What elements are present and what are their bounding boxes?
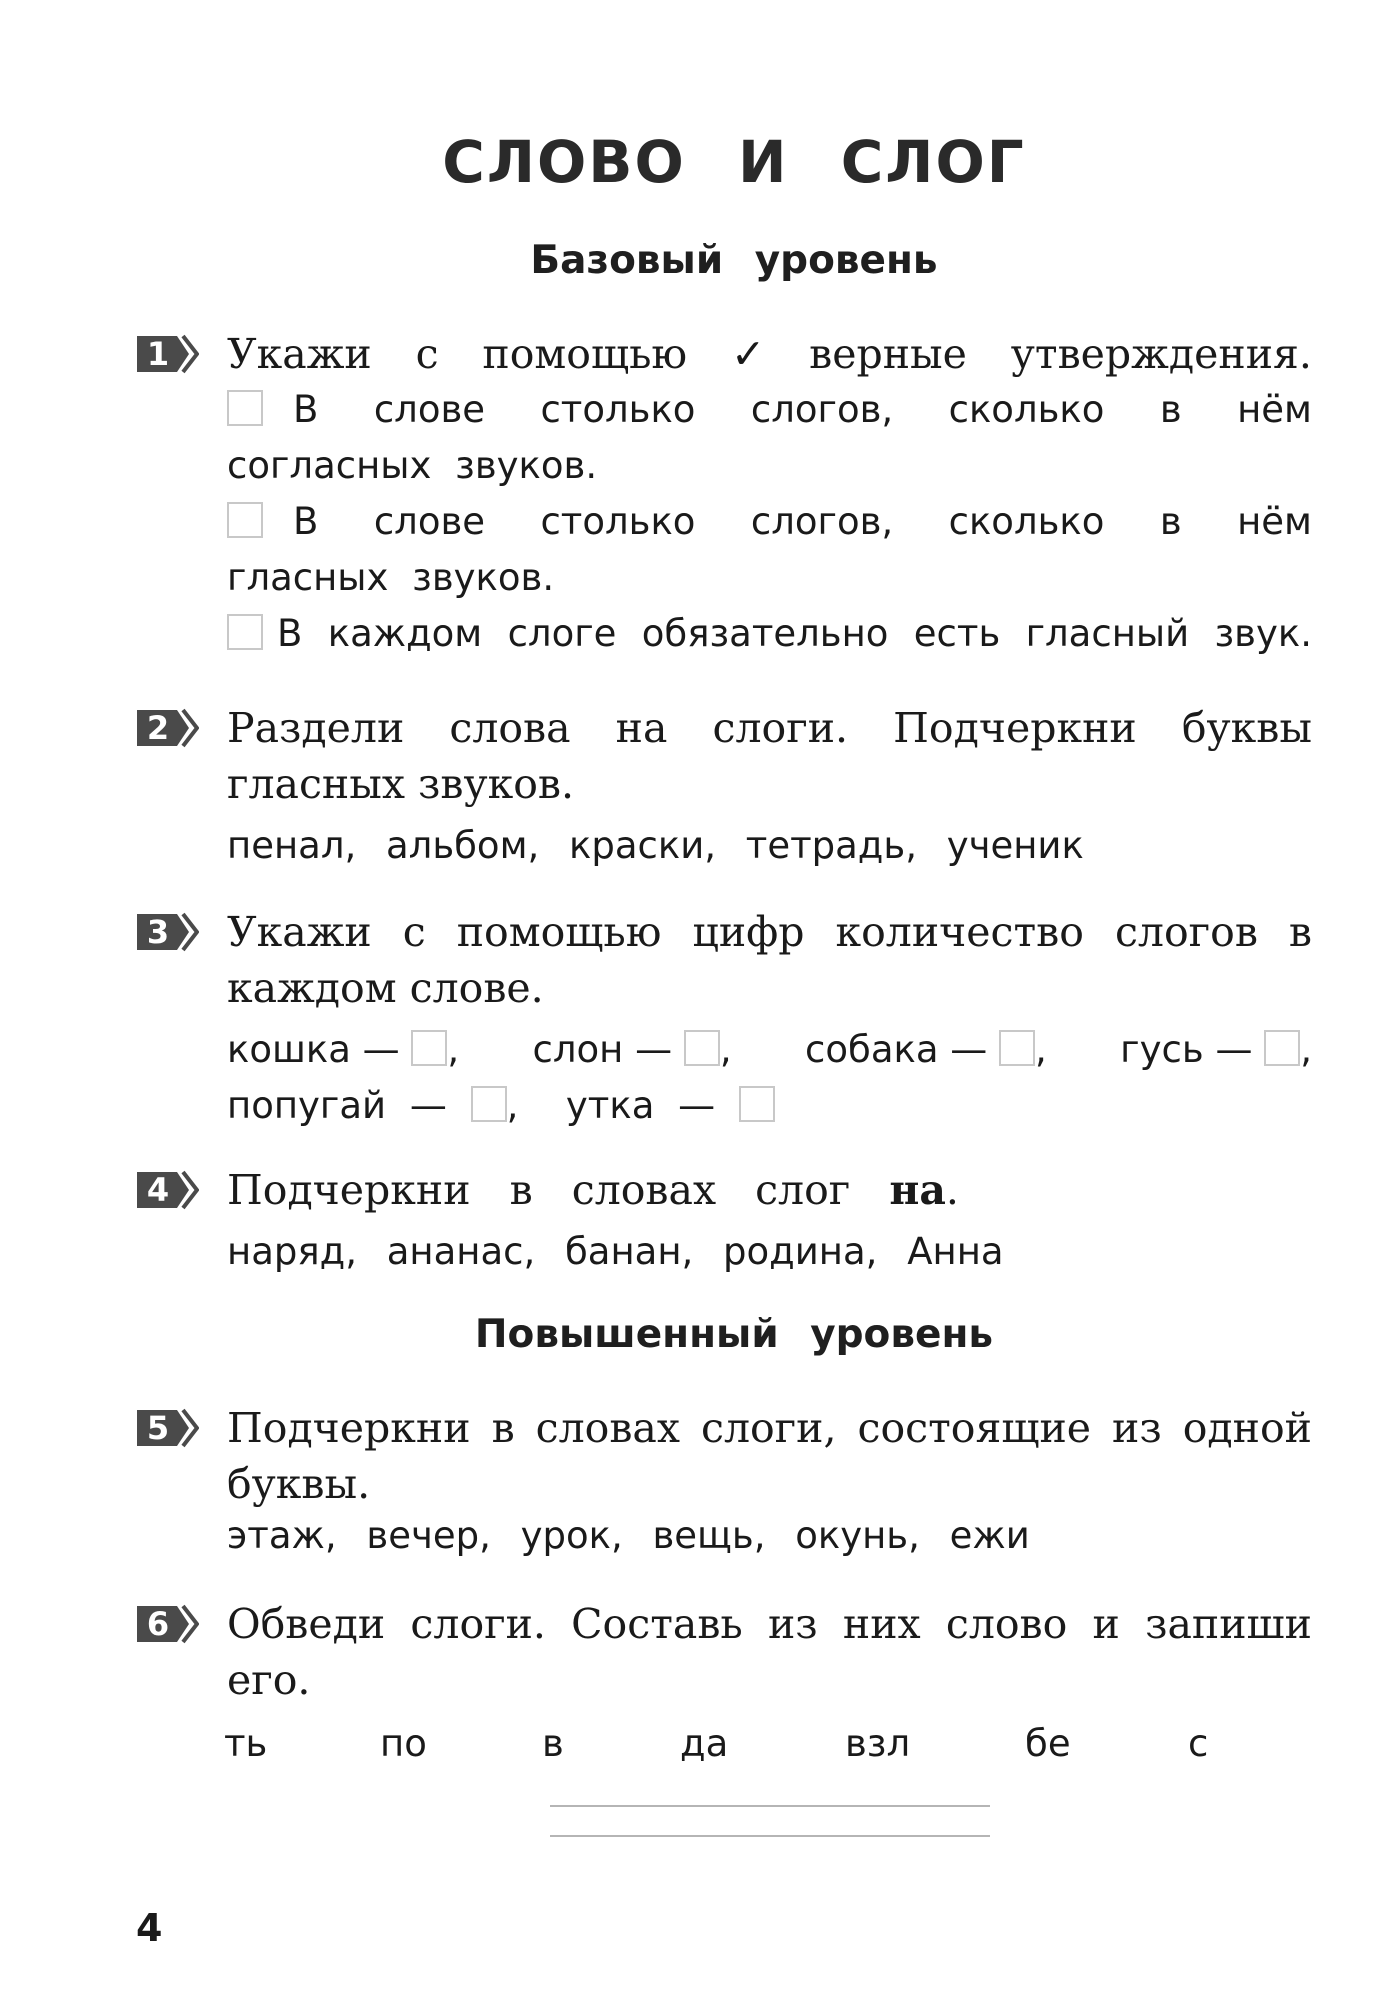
answer-line-2[interactable] <box>550 1835 990 1837</box>
statement-1-line-2: согласных звуков. <box>227 444 598 487</box>
task-number: 5 <box>146 1409 170 1447</box>
answer-box-gus[interactable] <box>1264 1030 1300 1066</box>
statement-2-line-1: В слове столько слогов, сколько в нём <box>293 500 1312 543</box>
syllable-count-row-1: кошка — , слон — , собака — , гусь — , <box>227 1028 1312 1071</box>
task-instruction: Раздели слова на слоги. Подчеркни буквы гласных звуков. <box>227 704 1312 808</box>
task-words: наряд, ананас, банан, родина, Анна <box>227 1230 1004 1273</box>
task-words: пенал, альбом, краски, тетрадь, ученик <box>227 824 1084 867</box>
task-number-badge <box>137 1604 199 1644</box>
task-number-badge <box>137 334 199 374</box>
task-number-badge <box>137 1408 199 1448</box>
statement-checkbox-3[interactable] <box>227 614 263 650</box>
task-number: 3 <box>146 913 170 951</box>
page-title: СЛОВО И СЛОГ <box>442 128 1026 196</box>
task-number: 4 <box>146 1171 170 1209</box>
statement-3-line-1: В каждом слоге обязательно есть гласный звук. <box>277 612 1312 655</box>
task-instruction: Подчеркни в словах слоги, состоящие из одной буквы. <box>227 1404 1312 1508</box>
statement-1-line-1: В слове столько слогов, сколько в нём <box>293 388 1312 431</box>
syllable[interactable]: по <box>380 1722 427 1765</box>
syllable[interactable]: взл <box>845 1722 911 1765</box>
check-mark-icon: ✓ <box>730 330 766 378</box>
answer-box-utka[interactable] <box>739 1086 775 1122</box>
task-words: этаж, вечер, урок, вещь, окунь, ежи <box>227 1514 1030 1557</box>
task-number-badge <box>137 912 199 952</box>
answer-box-slon[interactable] <box>684 1030 720 1066</box>
statement-checkbox-2[interactable] <box>227 502 263 538</box>
syllable[interactable]: ть <box>224 1722 268 1765</box>
task-instruction: Укажи с помощью цифр количество слогов в каждом слове. <box>227 908 1312 1012</box>
task-number: 6 <box>146 1605 170 1643</box>
task-number-badge <box>137 1170 199 1210</box>
task-instruction: Подчеркни в словах слог на. <box>227 1166 959 1214</box>
syllable[interactable]: в <box>542 1722 564 1765</box>
level-heading-basic: Базовый уровень <box>530 238 938 283</box>
answer-line-1[interactable] <box>550 1805 990 1807</box>
answer-box-koshka[interactable] <box>411 1030 447 1066</box>
level-heading-advanced: Повышенный уровень <box>474 1312 994 1357</box>
syllable[interactable]: с <box>1188 1722 1209 1765</box>
syllable[interactable]: да <box>680 1722 729 1765</box>
syllable[interactable]: бе <box>1025 1722 1071 1765</box>
syllable-count-row-2: попугай — , утка — <box>227 1078 775 1134</box>
task-instruction: Укажи с помощью ✓ верные утверждения. <box>227 326 1312 382</box>
task-number: 2 <box>146 709 170 747</box>
task-number: 1 <box>146 335 170 373</box>
task-number-badge <box>137 708 199 748</box>
answer-box-popugay[interactable] <box>471 1086 507 1122</box>
answer-box-sobaka[interactable] <box>999 1030 1035 1066</box>
page-number: 4 <box>136 1906 163 1950</box>
statement-2-line-2: гласных звуков. <box>227 556 555 599</box>
task-instruction: Обведи слоги. Составь из них слово и запиши его. <box>227 1600 1312 1704</box>
statement-checkbox-1[interactable] <box>227 390 263 426</box>
